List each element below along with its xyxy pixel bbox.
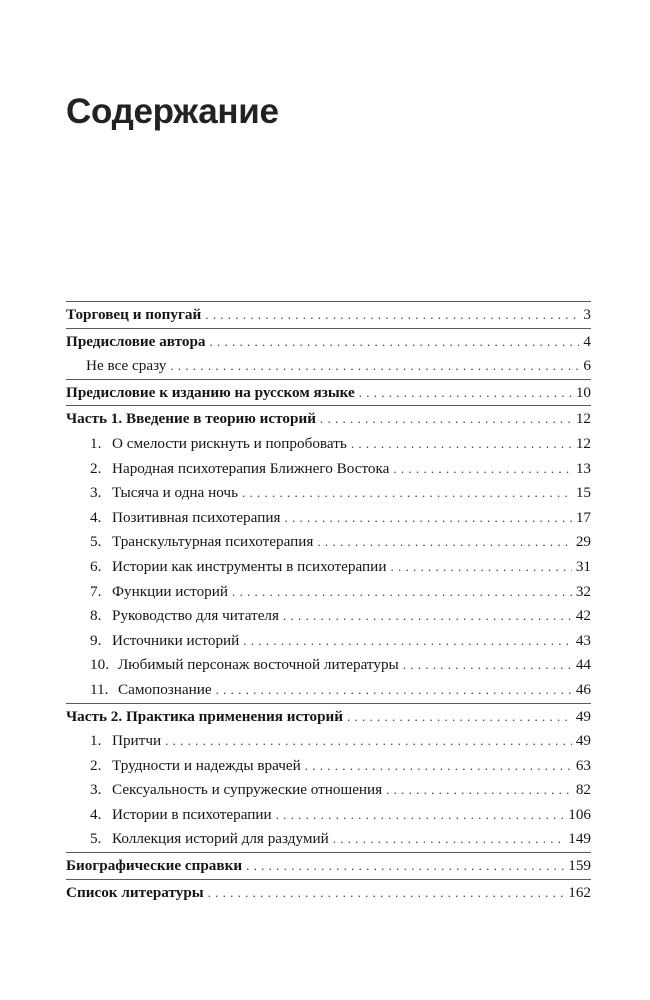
toc-item[interactable]: [66, 530, 591, 555]
section-divider: [66, 852, 591, 853]
page-number: 162: [568, 883, 591, 901]
toc-item-title: Коллекция историй для раздумий: [112, 830, 329, 848]
toc-item[interactable]: [66, 580, 591, 605]
dot-leader: [320, 407, 572, 432]
toc-section[interactable]: [66, 381, 591, 406]
dot-leader: [205, 303, 579, 328]
toc-item[interactable]: [66, 653, 591, 678]
toc-section[interactable]: [66, 330, 591, 355]
toc-item[interactable]: [66, 457, 591, 482]
dot-leader: [165, 729, 572, 754]
page-number: 4: [583, 332, 591, 350]
toc-item-title: Позитивная психотерапия: [112, 508, 281, 526]
page-number: 13: [575, 459, 591, 477]
page-title: Содержание: [66, 92, 279, 131]
toc-item-title: Притчи: [112, 732, 162, 750]
dot-leader: [283, 604, 572, 629]
dot-leader: [359, 381, 572, 406]
item-number: 5.: [90, 830, 102, 848]
dot-leader: [393, 457, 571, 482]
page-number: 82: [575, 781, 591, 799]
item-number: 2.: [90, 459, 102, 477]
dot-leader: [232, 580, 572, 605]
toc-item[interactable]: [66, 729, 591, 754]
page-number: 10: [575, 383, 591, 401]
item-number: 1.: [90, 732, 102, 750]
item-number: 1.: [90, 434, 102, 452]
toc-item[interactable]: [66, 432, 591, 457]
section-divider: [66, 703, 591, 704]
dot-leader: [305, 754, 572, 779]
dot-leader: [403, 653, 572, 678]
item-number: 3.: [90, 781, 102, 799]
item-number: 10.: [90, 656, 109, 674]
page-number: 17: [575, 508, 591, 526]
toc-item-title: Тысяча и одна ночь: [112, 484, 238, 502]
page-number: 6: [583, 357, 591, 375]
toc-item[interactable]: [66, 678, 591, 703]
dot-leader: [210, 330, 580, 355]
toc-item[interactable]: [66, 604, 591, 629]
section-divider: [66, 328, 591, 329]
page-number: 32: [575, 582, 591, 600]
dot-leader: [208, 881, 565, 906]
page-number: 15: [575, 484, 591, 502]
toc-section[interactable]: [66, 881, 591, 906]
dot-leader: [276, 803, 565, 828]
page-number: 44: [575, 656, 591, 674]
page-number: 49: [575, 707, 591, 725]
toc-item[interactable]: [66, 778, 591, 803]
item-number: 9.: [90, 631, 102, 649]
dot-leader: [284, 506, 571, 531]
page-number: 29: [575, 533, 591, 551]
page-number: 106: [568, 805, 591, 823]
dot-leader: [351, 432, 572, 457]
dot-leader: [170, 354, 579, 379]
page-number: 63: [575, 756, 591, 774]
toc-item-title: Истории как инструменты в психотерапии: [112, 557, 387, 575]
toc-section-title: Предисловие автора: [66, 332, 206, 350]
toc-item[interactable]: [66, 629, 591, 654]
item-number: 5.: [90, 533, 102, 551]
page-number: 149: [568, 830, 591, 848]
toc-section[interactable]: [66, 407, 591, 432]
page-number: 43: [575, 631, 591, 649]
toc-item-title: О смелости рискнуть и попробовать: [112, 434, 347, 452]
page-number: 49: [575, 732, 591, 750]
page-number: 42: [575, 607, 591, 625]
item-number: 8.: [90, 607, 102, 625]
dot-leader: [333, 827, 564, 852]
dot-leader: [386, 778, 572, 803]
toc-item-title: Руководство для читателя: [112, 607, 279, 625]
table-of-contents: [66, 301, 591, 905]
toc-item[interactable]: [66, 506, 591, 531]
section-divider: [66, 301, 591, 302]
item-number: 7.: [90, 582, 102, 600]
section-divider: [66, 379, 591, 380]
toc-item-title: Трудности и надежды врачей: [112, 756, 301, 774]
toc-section[interactable]: [66, 705, 591, 730]
toc-item-title: Самопознание: [118, 680, 212, 698]
toc-section-title: Часть 1. Введение в теорию историй: [66, 410, 316, 428]
toc-section-title: Список литературы: [66, 883, 204, 901]
toc-item[interactable]: [66, 354, 591, 379]
item-number: 4.: [90, 508, 102, 526]
page-number: 12: [575, 410, 591, 428]
dot-leader: [347, 705, 572, 730]
toc-section-title: Биографические справки: [66, 857, 243, 875]
toc-item-title: Сексуальность и супружеские отношения: [112, 781, 383, 799]
item-number: 4.: [90, 805, 102, 823]
toc-section-title: Предисловие к изданию на русском языке: [66, 383, 355, 401]
toc-item-title: Не все сразу: [86, 357, 167, 375]
dot-leader: [317, 530, 571, 555]
toc-item-title: Истории в психотерапии: [112, 805, 272, 823]
dot-leader: [390, 555, 571, 580]
dot-leader: [242, 481, 572, 506]
toc-item[interactable]: [66, 803, 591, 828]
toc-section[interactable]: [66, 303, 591, 328]
toc-item-title: Народная психотерапия Ближнего Востока: [112, 459, 390, 477]
item-number: 3.: [90, 484, 102, 502]
toc-section[interactable]: [66, 854, 591, 879]
dot-leader: [216, 678, 572, 703]
dot-leader: [243, 629, 572, 654]
toc-item-title: Любимый персонаж восточной литературы: [118, 656, 399, 674]
section-divider: [66, 879, 591, 880]
item-number: 2.: [90, 756, 102, 774]
toc-item[interactable]: [66, 555, 591, 580]
section-divider: [66, 405, 591, 406]
toc-item[interactable]: [66, 754, 591, 779]
toc-section-title: Часть 2. Практика применения историй: [66, 707, 344, 725]
dot-leader: [246, 854, 564, 879]
toc-item[interactable]: [66, 827, 591, 852]
page-number: 31: [575, 557, 591, 575]
toc-item-title: Источники историй: [112, 631, 240, 649]
page-number: 3: [583, 306, 591, 323]
item-number: 6.: [90, 557, 102, 575]
page-number: 46: [575, 680, 591, 698]
item-number: 11.: [90, 680, 109, 698]
toc-section-title: Торговец и попугай: [66, 306, 202, 323]
toc-item[interactable]: [66, 481, 591, 506]
toc-item-title: Функции историй: [112, 582, 229, 600]
page-number: 12: [575, 434, 591, 452]
page-number: 159: [568, 857, 591, 875]
toc-item-title: Транскультурная психотерапия: [112, 533, 314, 551]
